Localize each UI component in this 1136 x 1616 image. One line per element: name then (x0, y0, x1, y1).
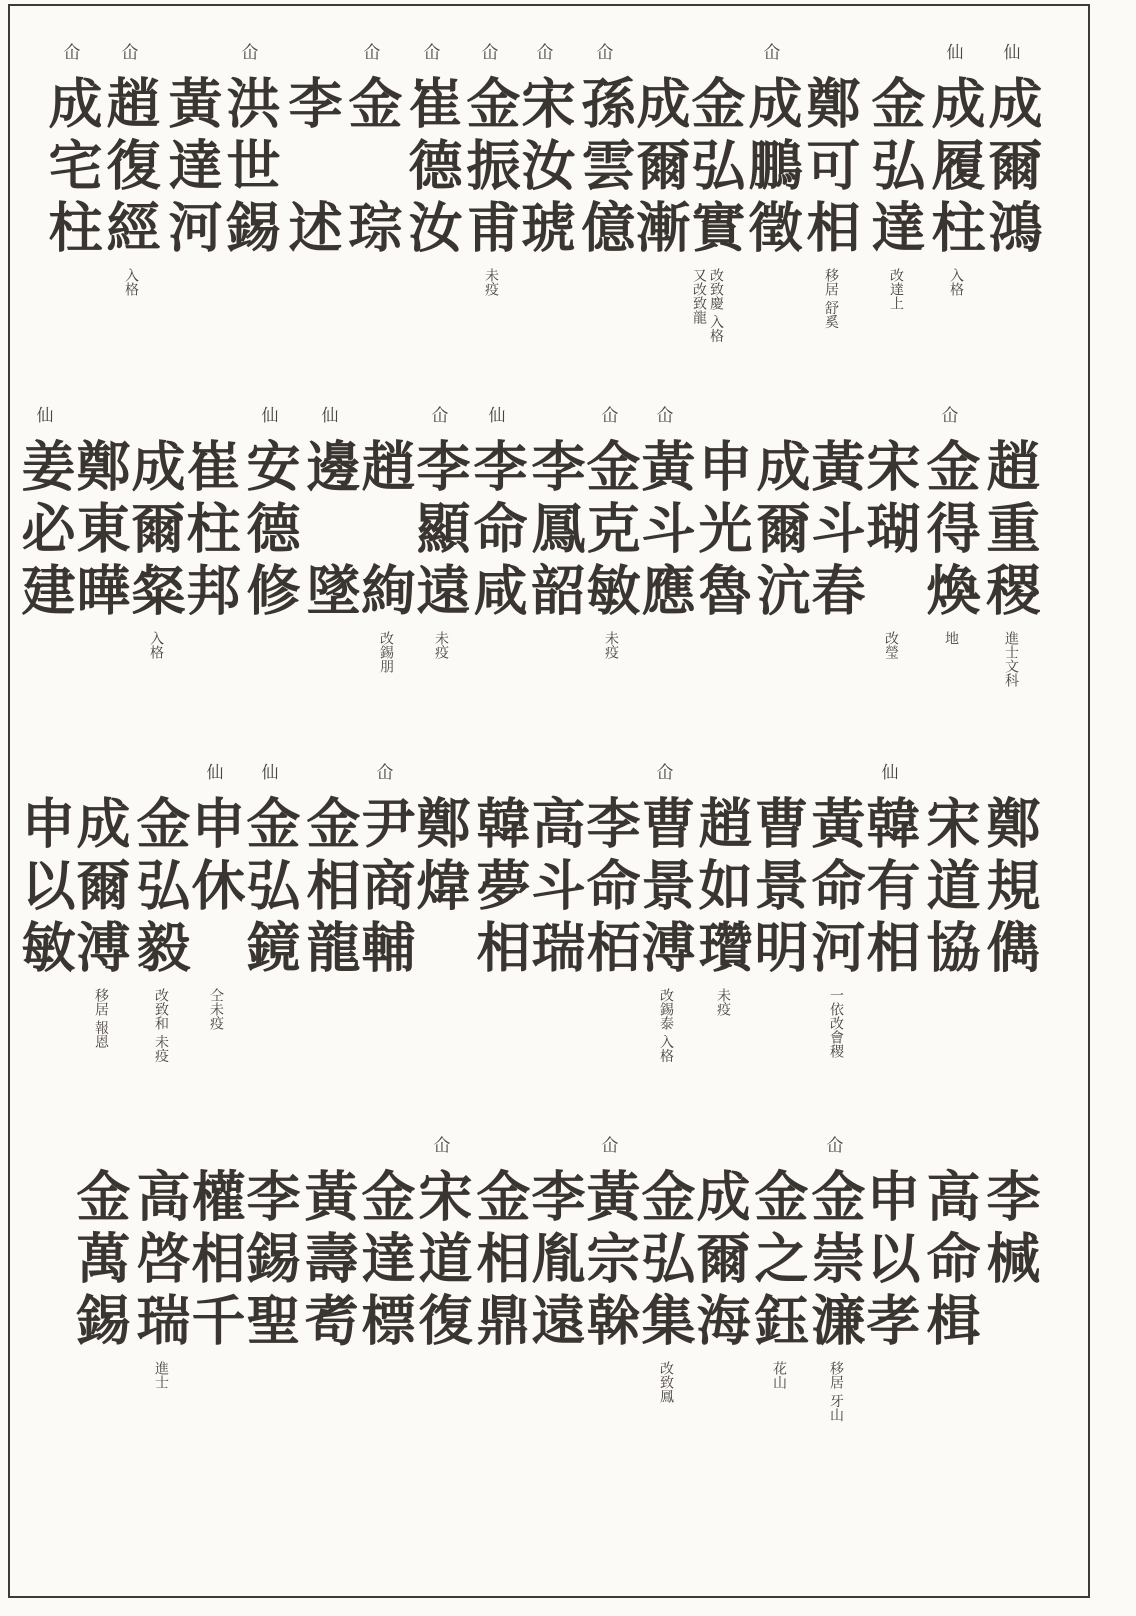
margin-note-line: 花山 (771, 1361, 787, 1389)
margin-note-line: 進士文科 (1003, 631, 1019, 687)
margin-note-line: 一依改會稷 (828, 988, 844, 1058)
margin-note (152, 988, 169, 1062)
margin-note-line: 入格 (148, 631, 164, 659)
roster-name: 成爾沆 (748, 438, 812, 624)
roster-name: 金萬錫 (68, 1168, 132, 1354)
roster-name: 宋瑚 (858, 438, 922, 562)
roster-name: 權相千 (183, 1168, 247, 1354)
roster-name: 金振甫 (458, 75, 522, 261)
margin-note (377, 631, 394, 673)
mark-annotation: 仙 (946, 43, 964, 63)
roster-name: 趙絢 (353, 438, 417, 616)
roster-name: 申光魯 (690, 438, 754, 624)
roster-name: 李命咸 (465, 438, 529, 624)
margin-note (942, 631, 959, 645)
margin-note-line: 未疫 (433, 631, 449, 659)
margin-note (827, 988, 844, 1058)
mark-annotation: 仚 (376, 763, 394, 783)
margin-note (152, 1361, 169, 1389)
roster-name: 孫雲億 (573, 75, 637, 261)
roster-name: 金達標 (353, 1168, 417, 1354)
mark-annotation: 仙 (261, 763, 279, 783)
roster-name: 金弘毅 (128, 795, 192, 981)
roster-name: 金弘鏡 (238, 795, 302, 981)
roster-name: 成鵬徵 (740, 75, 804, 261)
roster-name: 趙重稷 (978, 438, 1042, 624)
roster-name: 成爾海 (688, 1168, 752, 1354)
margin-note-line: 未疫 (715, 988, 731, 1016)
mark-annotation: 仙 (206, 763, 224, 783)
mark-annotation: 仚 (431, 406, 449, 426)
roster-name: 高斗瑞 (523, 795, 587, 981)
roster-name: 高命楫 (918, 1168, 982, 1354)
mark-annotation: 仚 (656, 406, 674, 426)
mark-annotation: 仚 (481, 43, 499, 63)
roster-name: 成爾溥 (68, 795, 132, 981)
margin-note-line: 移居 舒奚 (823, 268, 839, 329)
mark-annotation: 仚 (596, 43, 614, 63)
roster-name: 邊墜 (298, 438, 362, 616)
roster-name: 黃壽耉 (296, 1168, 360, 1354)
mark-annotation: 仚 (763, 43, 781, 63)
roster-name: 黃宗榦 (578, 1168, 642, 1354)
margin-note (882, 631, 899, 659)
mark-annotation: 仚 (601, 1136, 619, 1156)
roster-name: 鄭東曄 (68, 438, 132, 624)
margin-note-line: 仝未疫 (208, 988, 224, 1030)
roster-name: 韓有相 (858, 795, 922, 981)
roster-name: 成宅柱 (40, 75, 104, 261)
roster-name: 李命栢 (578, 795, 642, 981)
mark-annotation: 仚 (656, 763, 674, 783)
roster-name: 李椷 (978, 1168, 1042, 1292)
mark-annotation: 仙 (261, 406, 279, 426)
roster-name: 趙復經 (98, 75, 162, 261)
mark-annotation: 仙 (36, 406, 54, 426)
margin-note-line: 移居 牙山 (828, 1361, 844, 1422)
roster-name: 曹景明 (746, 795, 810, 981)
roster-name: 黃斗春 (803, 438, 867, 624)
margin-note-line: 地 (943, 631, 959, 645)
mark-annotation: 仚 (941, 406, 959, 426)
margin-note-line: 入格 (123, 268, 139, 296)
roster-name: 李胤遠 (523, 1168, 587, 1354)
margin-note (822, 268, 839, 328)
mark-annotation: 仚 (601, 406, 619, 426)
margin-note-line: 入格 (948, 268, 964, 296)
roster-name: 成爾粲 (123, 438, 187, 624)
mark-annotation: 仚 (363, 43, 381, 63)
roster-name: 安德修 (238, 438, 302, 624)
roster-name: 金崇濂 (803, 1168, 867, 1354)
roster-name: 金弘實 (683, 75, 747, 261)
roster-name: 宋汝琥 (513, 75, 577, 261)
mark-annotation: 仙 (488, 406, 506, 426)
margin-note (690, 268, 724, 342)
roster-name: 趙如瓚 (690, 795, 754, 981)
roster-name: 尹商輔 (353, 795, 417, 981)
roster-name: 申以敏 (13, 795, 77, 981)
margin-note (207, 988, 224, 1030)
roster-name: 金之鈺 (746, 1168, 810, 1354)
mark-annotation: 仚 (433, 1136, 451, 1156)
margin-note (482, 268, 499, 296)
margin-note-line: 改達上 (888, 268, 904, 310)
margin-note-line: 又改致龍 (691, 268, 707, 324)
roster-name: 宋道復 (410, 1168, 474, 1354)
margin-note-line: 移居 報恩 (93, 988, 109, 1049)
roster-name: 成履柱 (923, 75, 987, 261)
roster-name: 鄭規儁 (978, 795, 1042, 981)
roster-name: 金得煥 (918, 438, 982, 624)
roster-name: 黃達河 (160, 75, 224, 261)
margin-note-line: 改致鳳 (658, 1361, 674, 1403)
roster-name: 鄭煒 (408, 795, 472, 919)
roster-name: 金相龍 (298, 795, 362, 981)
mark-annotation: 仚 (121, 43, 139, 63)
mark-annotation: 仚 (826, 1136, 844, 1156)
margin-note (827, 1361, 844, 1421)
margin-note (714, 988, 731, 1016)
margin-note (947, 268, 964, 296)
mark-annotation: 仙 (1003, 43, 1021, 63)
roster-name: 成爾漸 (628, 75, 692, 261)
roster-name: 成爾鴻 (980, 75, 1044, 261)
margin-note (147, 631, 164, 659)
roster-name: 金弘集 (633, 1168, 697, 1354)
margin-note-line: 未疫 (603, 631, 619, 659)
roster-name: 黃斗應 (633, 438, 697, 624)
margin-note (602, 631, 619, 659)
margin-note-line: 改錫朋 (378, 631, 394, 673)
roster-name: 金相鼎 (468, 1168, 532, 1354)
margin-note (122, 268, 139, 296)
roster-name: 韓夢相 (468, 795, 532, 981)
margin-note-line: 改致慶 入格 (708, 268, 724, 343)
roster-name: 崔柱邦 (178, 438, 242, 624)
roster-name: 洪世錫 (218, 75, 282, 261)
margin-note-line: 改瑩 (883, 631, 899, 659)
roster-name: 李錫聖 (238, 1168, 302, 1354)
roster-name: 金琮 (340, 75, 404, 253)
margin-note (1002, 631, 1019, 687)
margin-note (657, 1361, 674, 1403)
margin-note (92, 988, 109, 1048)
mark-annotation: 仙 (881, 763, 899, 783)
margin-note-line: 進士 (153, 1361, 169, 1389)
roster-name: 李顯遠 (408, 438, 472, 624)
roster-name: 黃命河 (803, 795, 867, 981)
mark-annotation: 仚 (241, 43, 259, 63)
mark-annotation: 仙 (321, 406, 339, 426)
mark-annotation: 仚 (63, 43, 81, 63)
roster-name: 宋道協 (918, 795, 982, 981)
margin-note-line: 未疫 (483, 268, 499, 296)
margin-note (432, 631, 449, 659)
roster-name: 姜必建 (13, 438, 77, 624)
margin-note-line: 改致和 未疫 (153, 988, 169, 1063)
margin-note-line: 改錫泰 入格 (658, 988, 674, 1063)
roster-name: 金克敏 (578, 438, 642, 624)
roster-name: 崔德汝 (400, 75, 464, 261)
roster-name: 申休 (183, 795, 247, 919)
roster-name: 金弘達 (863, 75, 927, 261)
roster-name: 申以孝 (858, 1168, 922, 1354)
mark-annotation: 仚 (423, 43, 441, 63)
margin-note (887, 268, 904, 310)
margin-note (657, 988, 674, 1062)
roster-name: 曹景溥 (633, 795, 697, 981)
roster-name: 高啓瑞 (128, 1168, 192, 1354)
roster-name: 李述 (280, 75, 344, 253)
roster-name: 李鳳韶 (523, 438, 587, 624)
roster-name: 鄭可相 (798, 75, 862, 261)
margin-note (770, 1361, 787, 1389)
mark-annotation: 仚 (536, 43, 554, 63)
